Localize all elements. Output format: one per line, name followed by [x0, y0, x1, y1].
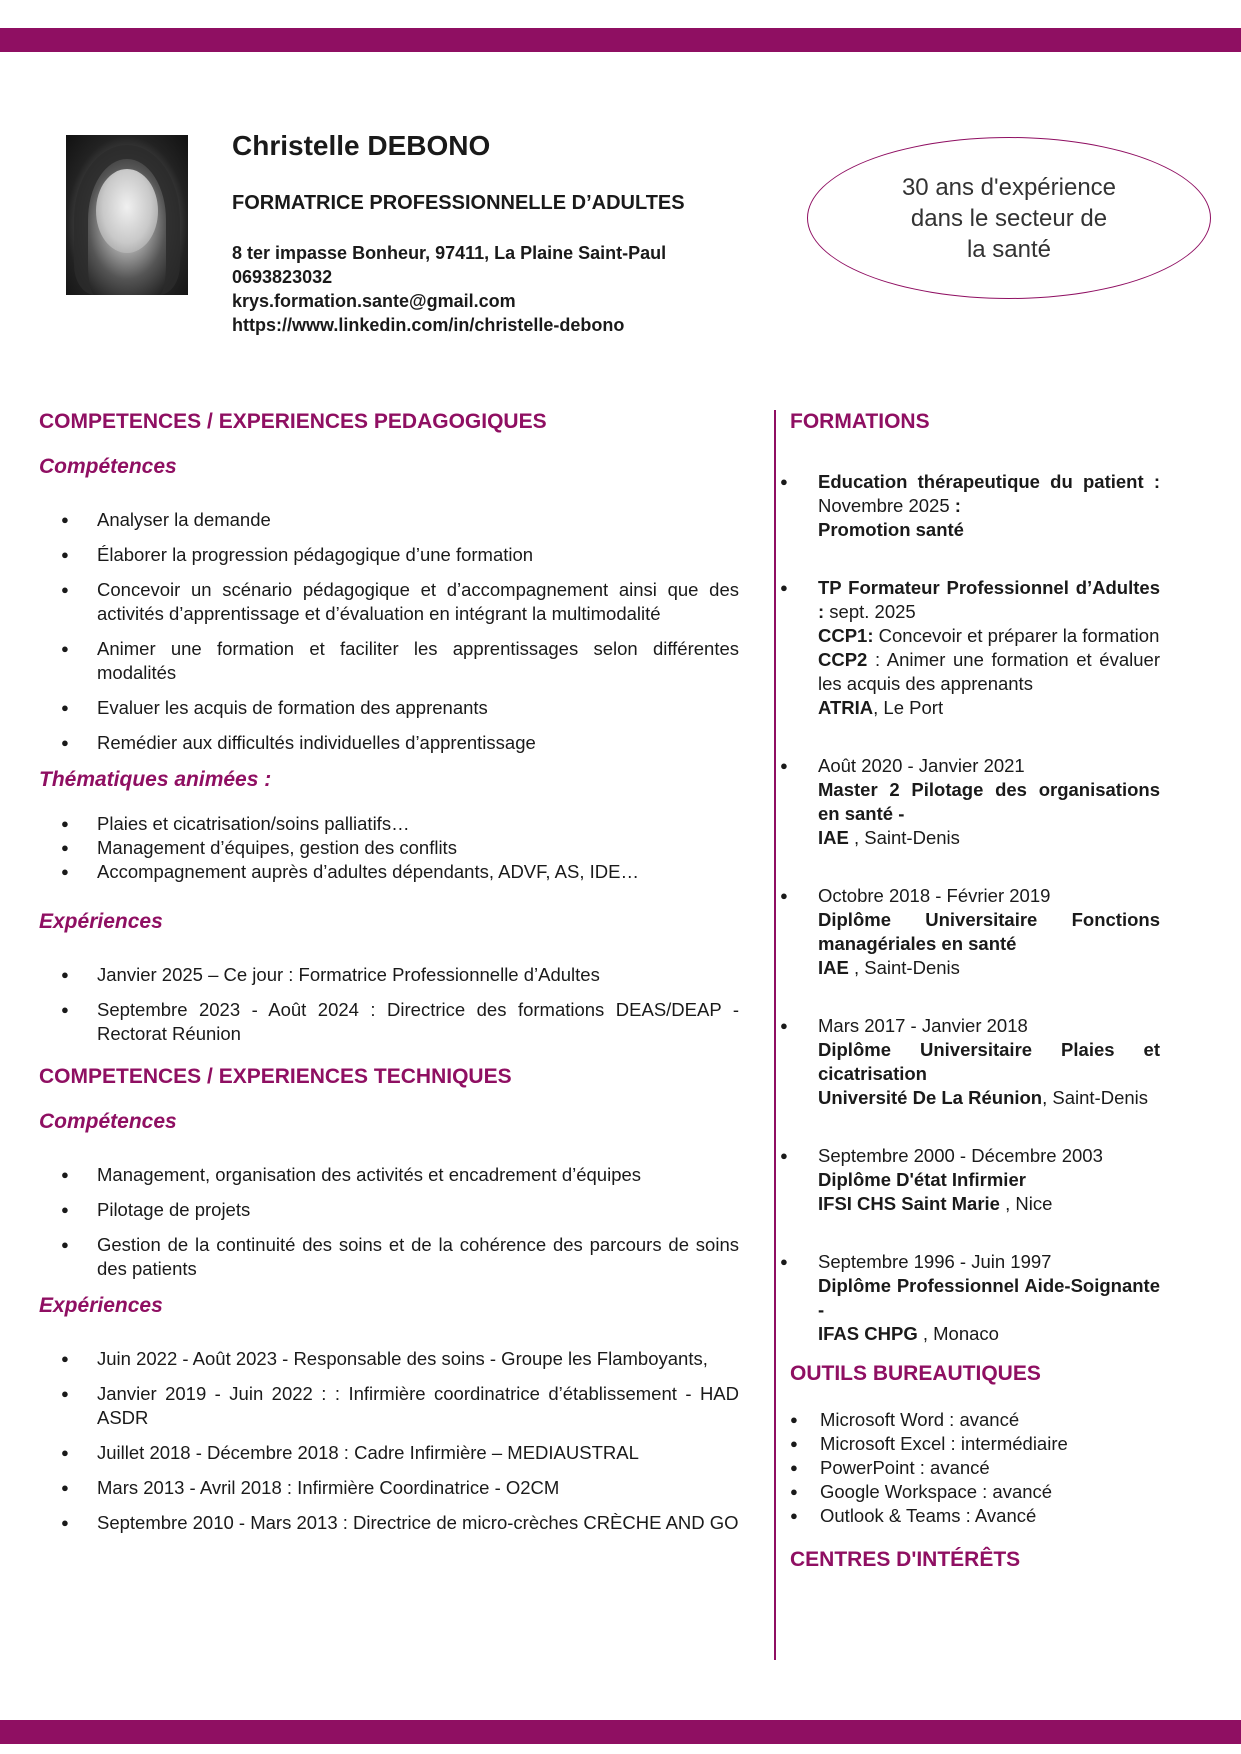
- badge-line-3: la santé: [966, 235, 1052, 263]
- formation-title: Education thérapeutique du patient :: [818, 471, 1160, 492]
- list-item: ● Remédier aux difficultés individuelles d’apprentissage: [39, 731, 751, 755]
- tech-competences-list: [39, 1163, 751, 1281]
- formation-ccp2-label: CCP2: [818, 649, 868, 670]
- list-item: ● Juin 2022 - Août 2023 - Responsable des soins - Groupe les Flamboyants,: [39, 1347, 751, 1371]
- formation-title: Diplôme Professionnel Aide-Soignante -: [818, 1275, 1160, 1320]
- tech-experiences-list: [39, 1347, 751, 1535]
- pedago-competences-list: [39, 508, 751, 755]
- experience-badge: [807, 137, 1211, 299]
- formation-org: Université De La Réunion: [818, 1087, 1043, 1108]
- contact-address: 8 ter impasse Bonheur, 97411, La Plaine Saint-Paul: [232, 243, 667, 263]
- formation-date: ● Septembre 1996 - Juin 1997: [818, 1251, 1052, 1272]
- formation-date: ● Août 2020 - Janvier 2021: [818, 755, 1025, 776]
- formation-item: [790, 470, 1160, 542]
- list-item: ● Animer une formation et faciliter les apprentissages selon différentes modalités: [39, 637, 751, 685]
- right-column: [790, 408, 1160, 1574]
- contact-block: [232, 241, 666, 337]
- column-divider: [774, 410, 776, 1660]
- top-accent-bar: [0, 28, 1241, 52]
- section-title-interets: CENTRES D'INTÉRÊTS: [790, 1548, 1021, 1571]
- list-item: ● Janvier 2019 - Juin 2022 : : Infirmière coordinatrice d’établissement - HAD ASDR: [39, 1382, 751, 1430]
- formation-place: , Saint-Denis: [1042, 1087, 1149, 1108]
- left-column: [39, 408, 751, 1546]
- subtitle-thematiques: Thématiques animées :: [39, 768, 272, 791]
- section-title-tech: COMPETENCES / EXPERIENCES TECHNIQUES: [39, 1065, 512, 1088]
- formation-date: sept. 2025: [824, 601, 916, 622]
- list-item: ● Janvier 2025 – Ce jour : Formatrice Professionnelle d’Adultes: [39, 963, 751, 987]
- pedago-experiences-list: [39, 963, 751, 1046]
- subtitle-tech-experiences: Expériences: [39, 1294, 163, 1317]
- contact-email[interactable]: krys.formation.sante@gmail.com: [232, 291, 516, 311]
- outils-list: [790, 1408, 1160, 1528]
- formation-item: [790, 576, 1160, 720]
- formation-title: Diplôme Universitaire Plaies et cicatrisation: [818, 1039, 1160, 1084]
- formation-place: , Saint-Denis: [848, 827, 960, 848]
- thematiques-list: [39, 812, 751, 884]
- list-item: ● Evaluer les acquis de formation des apprenants: [39, 696, 751, 720]
- list-item: ● Septembre 2010 - Mars 2013 : Directrice de micro-crèches CRÈCHE AND GO: [39, 1511, 751, 1535]
- formation-date: ● Mars 2017 - Janvier 2018: [818, 1015, 1028, 1036]
- contact-linkedin[interactable]: https://www.linkedin.com/in/christelle-debono: [232, 315, 625, 335]
- list-item: ● Accompagnement auprès d’adultes dépendants, ADVF, AS, IDE…: [39, 860, 751, 884]
- formation-org: IFSI CHS Saint Marie: [818, 1193, 1000, 1214]
- formation-org: IAE: [818, 957, 849, 978]
- list-item: ● Élaborer la progression pédagogique d’une formation: [39, 543, 751, 567]
- section-title-outils: OUTILS BUREAUTIQUES: [790, 1362, 1041, 1385]
- profile-photo: [66, 135, 188, 295]
- badge-line-1: 30 ans d'expérience: [901, 173, 1117, 201]
- list-item: ● Pilotage de projets: [39, 1198, 751, 1222]
- formation-title: Diplôme Universitaire Fonctions managériales en santé: [818, 909, 1160, 954]
- formation-ccp1-label: CCP1:: [818, 625, 874, 646]
- formation-date: ● Octobre 2018 - Février 2019: [818, 885, 1051, 906]
- subtitle-tech-competences: Compétences: [39, 1110, 177, 1133]
- formation-ccp1-text: Concevoir et préparer la formation: [873, 625, 1160, 646]
- list-item: ● Analyser la demande: [39, 508, 751, 532]
- list-item: ● Plaies et cicatrisation/soins palliatifs…: [39, 812, 751, 836]
- list-item: ● PowerPoint : avancé: [790, 1456, 1160, 1480]
- list-item: ● Septembre 2023 - Août 2024 : Directrice des formations DEAS/DEAP - Rectorat Réunion: [39, 998, 751, 1046]
- badge-line-2: dans le secteur de: [910, 204, 1108, 232]
- formation-item: [790, 1014, 1160, 1110]
- formation-title: TP Formateur Professionnel d’Adultes :: [818, 577, 1160, 622]
- list-item: ● Management, organisation des activités et encadrement d’équipes: [39, 1163, 751, 1187]
- formation-org: ATRIA: [818, 697, 874, 718]
- list-item: ● Concevoir un scénario pédagogique et d’accompagnement ainsi que des activités d’apprentissage et d’évaluation en intégrant la multimodalité: [39, 578, 751, 626]
- list-item: ● Mars 2013 - Avril 2018 : Infirmière Coordinatrice - O2CM: [39, 1476, 751, 1500]
- list-item: ● Google Workspace : avancé: [790, 1480, 1160, 1504]
- list-item: ● Juillet 2018 - Décembre 2018 : Cadre Infirmière – MEDIAUSTRAL: [39, 1441, 751, 1465]
- formation-ccp2-text: : Animer une formation et évaluer les acquis des apprenants: [818, 649, 1160, 694]
- formation-item: [790, 1144, 1160, 1216]
- section-title-formations: FORMATIONS: [790, 410, 930, 433]
- list-item: ● Microsoft Excel : intermédiaire: [790, 1432, 1160, 1456]
- formations-list: [790, 470, 1160, 1346]
- job-title: FORMATRICE PROFESSIONNELLE D’ADULTES: [232, 192, 685, 214]
- list-item: ● Microsoft Word : avancé: [790, 1408, 1160, 1432]
- formation-date: Novembre 2025: [818, 495, 955, 516]
- formation-subtitle: Promotion santé: [818, 519, 964, 540]
- formation-org: IAE: [818, 827, 849, 848]
- formation-place: , Saint-Denis: [848, 957, 960, 978]
- section-title-pedago: COMPETENCES / EXPERIENCES PEDAGOGIQUES: [39, 410, 547, 433]
- formation-item: [790, 1250, 1160, 1346]
- formation-colon: :: [954, 495, 961, 516]
- list-item: ● Outlook & Teams : Avancé: [790, 1504, 1160, 1528]
- subtitle-pedago-experiences: Expériences: [39, 910, 163, 933]
- contact-phone: 0693823032: [232, 267, 333, 287]
- formation-date: ● Septembre 2000 - Décembre 2003: [818, 1145, 1103, 1166]
- subtitle-pedago-competences: Compétences: [39, 455, 177, 478]
- formation-item: [790, 754, 1160, 850]
- list-item: ● Management d’équipes, gestion des conflits: [39, 836, 751, 860]
- list-item: ● Gestion de la continuité des soins et de la cohérence des parcours de soins des patients: [39, 1233, 751, 1281]
- formation-item: [790, 884, 1160, 980]
- formation-org: IFAS CHPG: [818, 1323, 918, 1344]
- formation-title: Diplôme D'état Infirmier: [818, 1169, 1026, 1190]
- candidate-name: Christelle DEBONO: [232, 130, 491, 161]
- photo-face-shape: [96, 169, 158, 253]
- formation-place: , Nice: [999, 1193, 1053, 1214]
- bottom-accent-bar: [0, 1720, 1241, 1744]
- formation-title: Master 2 Pilotage des organisations en santé -: [818, 779, 1160, 824]
- formation-place: , Monaco: [917, 1323, 999, 1344]
- formation-place: , Le Port: [873, 697, 944, 718]
